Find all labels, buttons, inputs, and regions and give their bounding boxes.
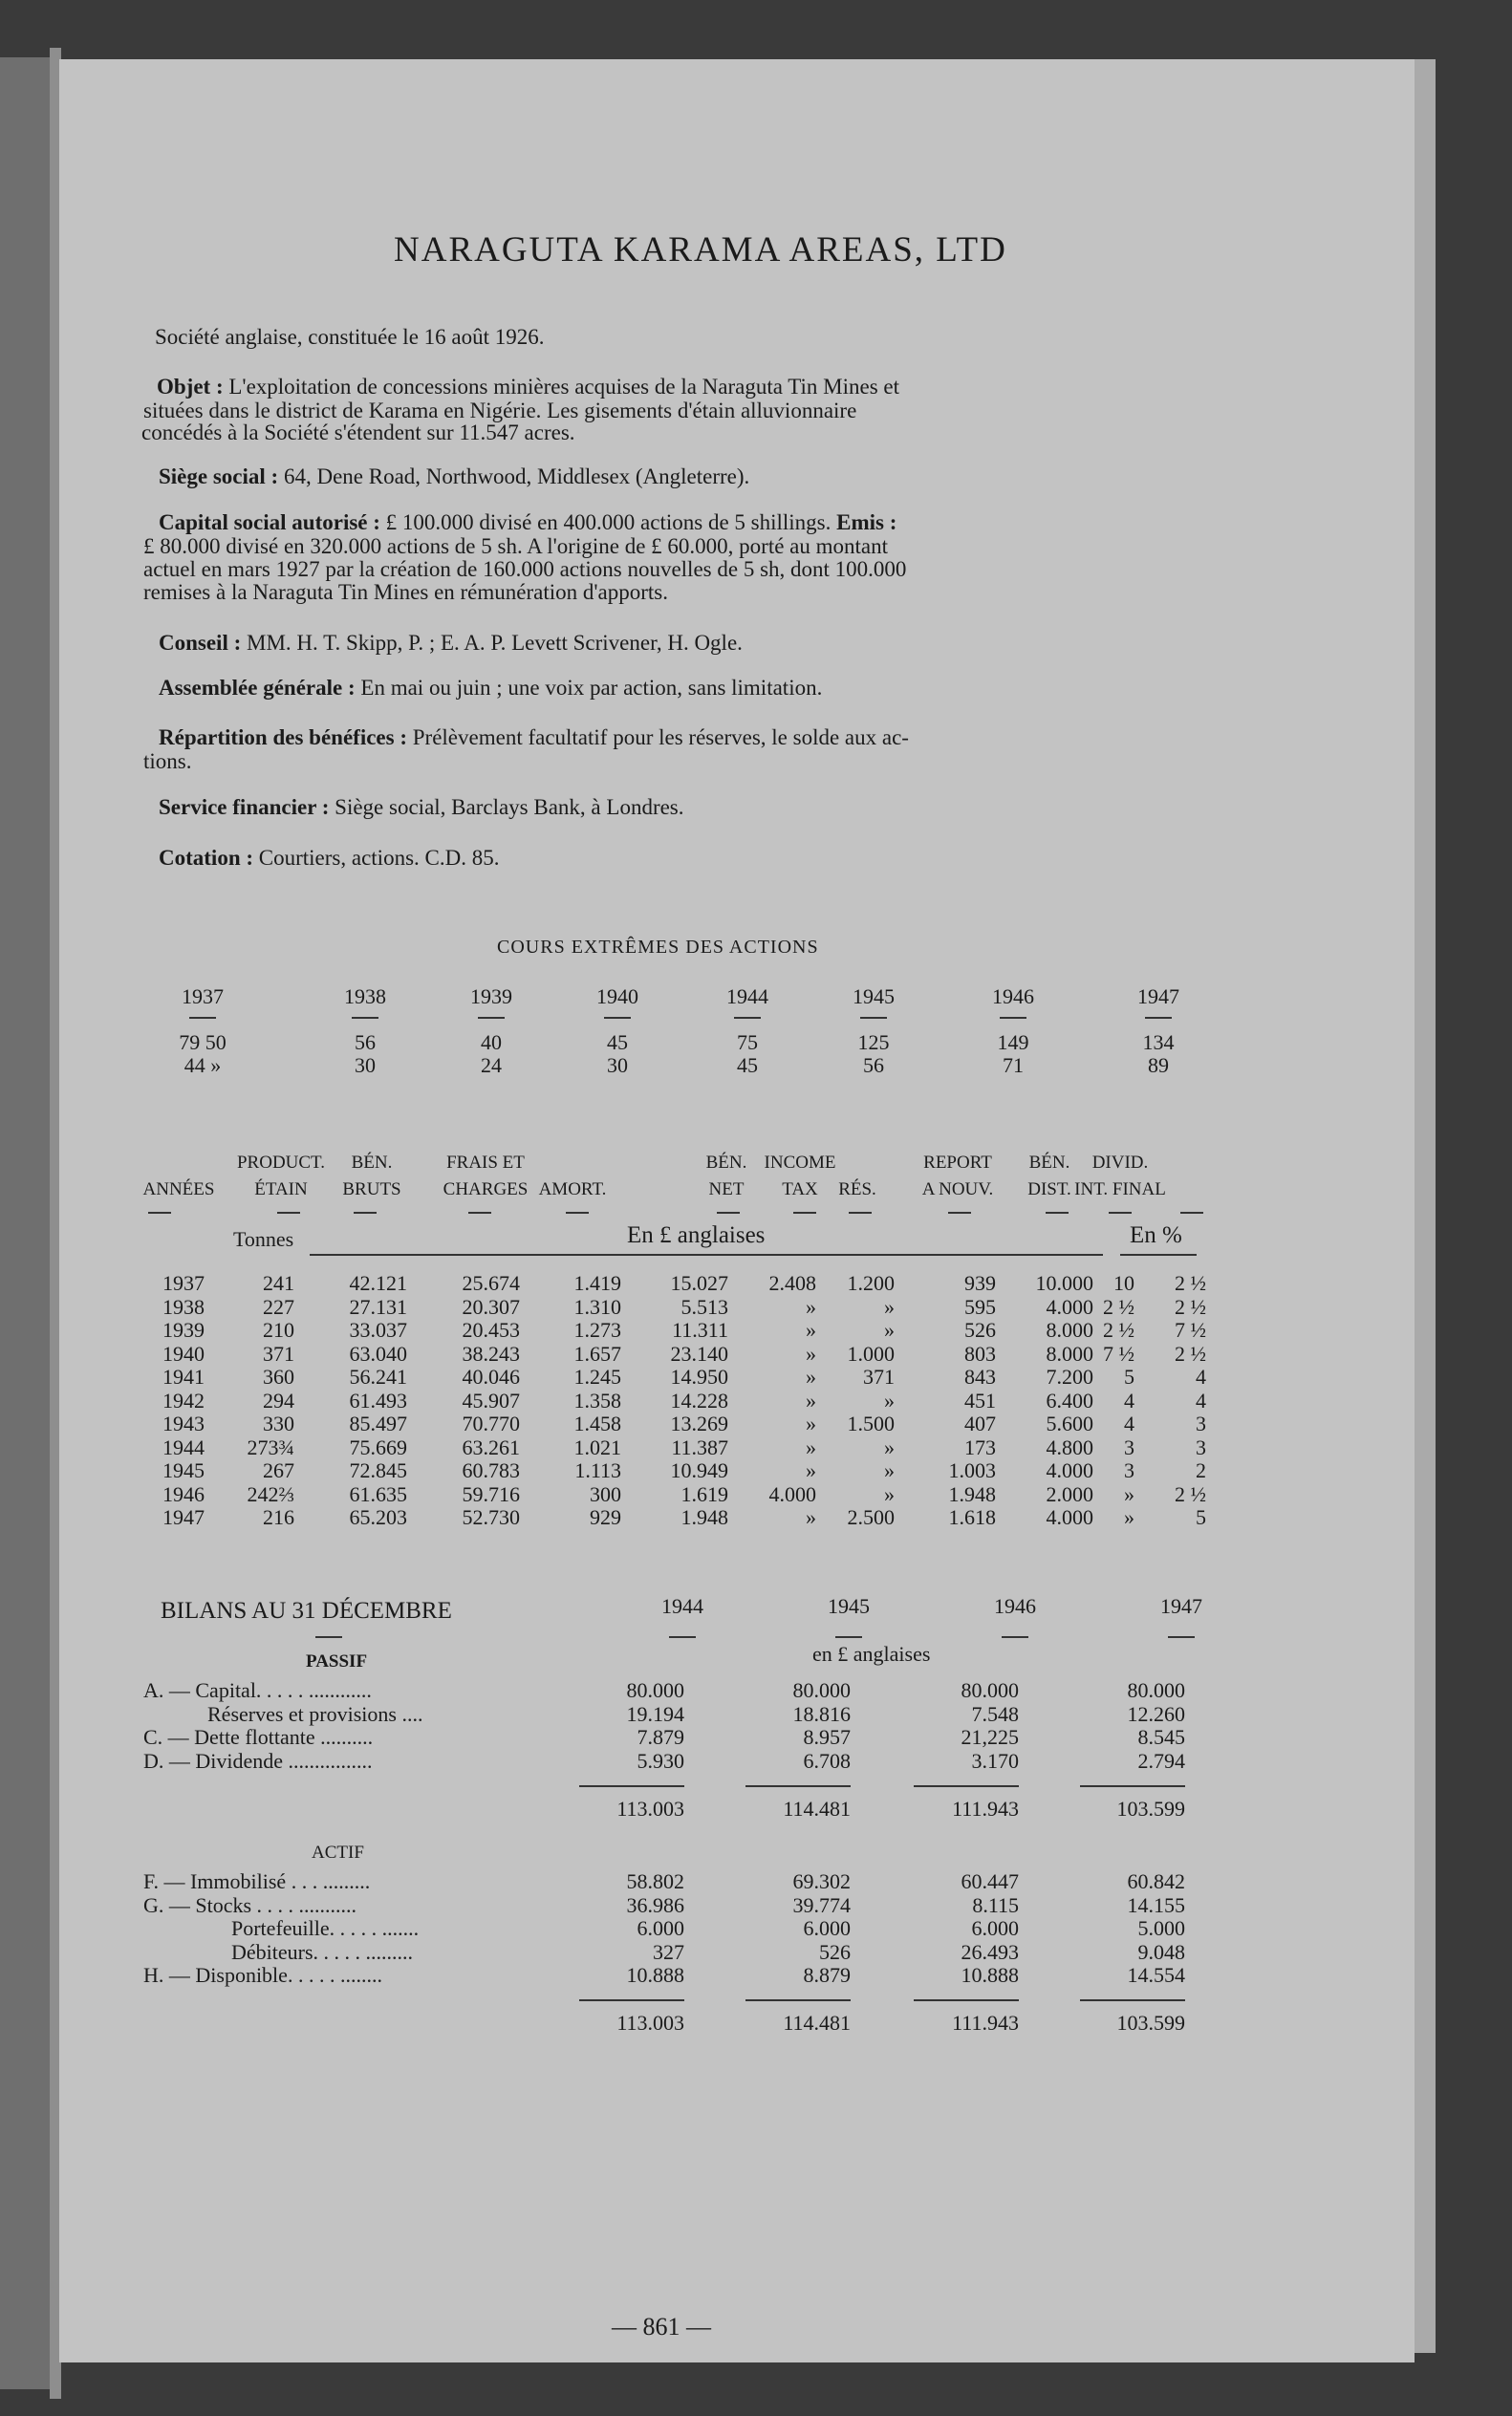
results-cell: 10.949 <box>670 1458 728 1482</box>
results-cell: 210 <box>263 1318 294 1342</box>
results-cell: » <box>806 1365 816 1389</box>
results-cell: » <box>806 1341 816 1366</box>
bilans-dash <box>315 1636 342 1638</box>
results-cell: 85.497 <box>349 1412 407 1435</box>
results-cell: 13.269 <box>670 1412 728 1435</box>
cours-dash <box>734 1017 761 1019</box>
results-cell: 4 <box>1196 1388 1206 1413</box>
bilans-year: 1945 <box>828 1594 870 1618</box>
cours-year: 1939 <box>470 984 512 1008</box>
passif-total: 103.599 <box>1116 1797 1185 1821</box>
results-cell: 267 <box>263 1458 294 1482</box>
results-header-top: BÉN. <box>705 1153 747 1173</box>
results-header-top: PRODUCT. <box>236 1153 326 1173</box>
results-header-top: BÉN. <box>351 1153 393 1173</box>
header-dash <box>1109 1212 1132 1214</box>
results-cell: 63.261 <box>462 1434 520 1459</box>
results-cell: 27.131 <box>349 1294 407 1319</box>
results-cell: 227 <box>263 1294 294 1319</box>
page-number: — 861 — <box>612 2313 711 2340</box>
results-header-top: BÉN. <box>1028 1153 1070 1173</box>
results-cell: 2.408 <box>768 1271 816 1295</box>
results-cell: 1939 <box>162 1318 205 1342</box>
results-cell: 843 <box>964 1365 996 1389</box>
results-header-top: DIVID. <box>1091 1153 1149 1173</box>
actif-label: Débiteurs. . . . . ......... <box>231 1939 414 1964</box>
actif-value: 36.986 <box>626 1892 684 1917</box>
actif-value: 6.000 <box>803 1916 851 1940</box>
results-cell: 61.493 <box>349 1388 407 1413</box>
header-dash <box>277 1212 300 1214</box>
results-cell: 1946 <box>162 1481 205 1506</box>
header-dash <box>354 1212 377 1214</box>
results-cell: 5 <box>1124 1365 1134 1389</box>
cours-dash <box>860 1017 887 1019</box>
cours-year: 1944 <box>726 984 768 1008</box>
results-cell: 2 ½ <box>1103 1294 1134 1319</box>
header-dash <box>1046 1212 1069 1214</box>
capital-line-2: £ 80.000 divisé en 320.000 actions de 5 sh. A l'origine de £ 60.000, porté au montant <box>143 534 889 558</box>
results-header: CHARGES <box>443 1179 529 1199</box>
results-cell: 929 <box>590 1505 621 1529</box>
repartition-line-2: tions. <box>143 749 192 773</box>
total-rule <box>1080 1785 1185 1787</box>
passif-total: 111.943 <box>952 1797 1019 1821</box>
results-cell: 25.674 <box>462 1271 520 1295</box>
passif-value: 8.545 <box>1137 1725 1185 1749</box>
results-cell: 59.716 <box>462 1481 520 1506</box>
passif-value: 80.000 <box>961 1678 1019 1702</box>
passif-value: 21,225 <box>961 1725 1019 1749</box>
results-cell: 1.000 <box>847 1341 895 1366</box>
results-cell: 1941 <box>162 1365 205 1389</box>
results-cell: 294 <box>263 1388 294 1413</box>
results-cell: 8.000 <box>1046 1341 1093 1366</box>
results-cell: 11.387 <box>671 1434 728 1459</box>
results-cell: » <box>1124 1481 1134 1506</box>
results-cell: 1.419 <box>573 1271 621 1295</box>
actif-label: F. — Immobilisé . . . ......... <box>143 1869 371 1893</box>
year-dash <box>835 1636 862 1638</box>
results-cell: 1.113 <box>574 1458 621 1482</box>
cours-year: 1947 <box>1137 984 1179 1008</box>
results-cell: 371 <box>263 1341 294 1366</box>
header-dash <box>468 1212 491 1214</box>
results-cell: 1.948 <box>948 1481 996 1506</box>
results-cell: » <box>884 1481 895 1506</box>
cours-dash <box>1145 1017 1172 1019</box>
results-cell: 8.000 <box>1046 1318 1093 1342</box>
results-cell: 803 <box>964 1341 996 1366</box>
results-cell: 1.948 <box>680 1505 728 1529</box>
results-header: TAX <box>782 1179 818 1199</box>
results-cell: » <box>1124 1505 1134 1529</box>
results-cell: 1.657 <box>573 1341 621 1366</box>
actif-total: 114.481 <box>783 2011 851 2035</box>
results-cell: 3 <box>1124 1434 1134 1459</box>
results-cell: 2 ½ <box>1175 1294 1206 1319</box>
passif-value: 19.194 <box>626 1701 684 1726</box>
results-cell: » <box>806 1505 816 1529</box>
capital-line-3: actuel en mars 1927 par la création de 160.000 actions nouvelles de 5 sh, dont 100.000 <box>143 557 907 581</box>
results-cell: 10.000 <box>1035 1271 1093 1295</box>
cours-low: 44 » <box>184 1053 222 1077</box>
intro-text: Société anglaise, constituée le 16 août 1926. <box>155 325 545 349</box>
results-cell: 63.040 <box>349 1341 407 1366</box>
results-cell: » <box>806 1294 816 1319</box>
total-rule <box>745 1785 851 1787</box>
results-cell: » <box>884 1388 895 1413</box>
cours-year: 1938 <box>344 984 386 1008</box>
results-cell: 72.845 <box>349 1458 407 1482</box>
actif-heading: ACTIF <box>312 1843 364 1863</box>
results-cell: 2.000 <box>1046 1481 1093 1506</box>
year-dash <box>669 1636 696 1638</box>
actif-value: 14.155 <box>1127 1892 1185 1917</box>
results-cell: 5.600 <box>1046 1412 1093 1435</box>
passif-value: 7.548 <box>971 1701 1019 1726</box>
actif-value: 60.447 <box>961 1869 1019 1893</box>
results-cell: 38.243 <box>462 1341 520 1366</box>
year-dash <box>1168 1636 1195 1638</box>
cours-dash <box>352 1017 378 1019</box>
cours-high: 125 <box>857 1030 890 1054</box>
cours-year: 1940 <box>596 984 638 1008</box>
results-header: ÉTAIN <box>254 1179 308 1199</box>
cours-year: 1945 <box>853 984 895 1008</box>
results-cell: 60.783 <box>462 1458 520 1482</box>
results-cell: 2.500 <box>847 1505 895 1529</box>
passif-value: 80.000 <box>1127 1678 1185 1702</box>
results-cell: 3 <box>1124 1458 1134 1482</box>
results-cell: 2 ½ <box>1175 1341 1206 1366</box>
results-cell: 273¾ <box>247 1434 294 1459</box>
left-page-edge <box>0 57 50 2389</box>
actif-value: 69.302 <box>792 1869 851 1893</box>
objet-line-3: concédés à la Société s'étendent sur 11.547 acres. <box>141 421 575 444</box>
results-cell: 1.310 <box>573 1294 621 1319</box>
passif-label: A. — Capital. . . . . ............ <box>143 1678 372 1702</box>
cours-heading: COURS EXTRÊMES DES ACTIONS <box>497 937 819 958</box>
results-cell: 1937 <box>162 1271 205 1295</box>
cours-low: 89 <box>1148 1053 1169 1077</box>
results-cell: » <box>884 1318 895 1342</box>
passif-value: 3.170 <box>971 1748 1019 1773</box>
cours-high: 45 <box>607 1030 628 1054</box>
cotation-line: Cotation : Courtiers, actions. C.D. 85. <box>159 846 500 870</box>
actif-value: 58.802 <box>626 1869 684 1893</box>
actif-value: 6.000 <box>637 1916 684 1940</box>
results-cell: 11.311 <box>672 1318 728 1342</box>
results-cell: » <box>806 1388 816 1413</box>
passif-value: 6.708 <box>803 1748 851 1773</box>
cours-low: 56 <box>863 1053 884 1077</box>
cours-low: 30 <box>607 1053 628 1077</box>
results-cell: » <box>884 1458 895 1482</box>
results-cell: 330 <box>263 1412 294 1435</box>
results-cell: 61.635 <box>349 1481 407 1506</box>
actif-value: 526 <box>819 1939 851 1964</box>
results-header: RÉS. <box>838 1179 876 1199</box>
actif-value: 5.000 <box>1137 1916 1185 1940</box>
results-cell: 4 <box>1124 1412 1134 1435</box>
cours-high: 40 <box>481 1030 502 1054</box>
actif-label: Portefeuille. . . . . ....... <box>231 1916 420 1940</box>
results-cell: » <box>884 1294 895 1319</box>
results-cell: 42.121 <box>349 1271 407 1295</box>
results-cell: 1.003 <box>948 1458 996 1482</box>
total-rule <box>579 1785 684 1787</box>
results-cell: 4 <box>1196 1365 1206 1389</box>
actif-value: 26.493 <box>961 1939 1019 1964</box>
results-cell: 65.203 <box>349 1505 407 1529</box>
cours-dash <box>1000 1017 1026 1019</box>
header-dash <box>948 1212 971 1214</box>
results-cell: 241 <box>263 1271 294 1295</box>
results-cell: 4.000 <box>1046 1505 1093 1529</box>
results-header-top: REPORT <box>923 1153 992 1173</box>
bilans-year: 1947 <box>1160 1594 1202 1618</box>
actif-total: 103.599 <box>1116 2011 1185 2035</box>
results-cell: 1942 <box>162 1388 205 1413</box>
results-cell: 1.619 <box>680 1481 728 1506</box>
results-cell: 23.140 <box>670 1341 728 1366</box>
results-cell: 1.273 <box>573 1318 621 1342</box>
cours-high: 56 <box>355 1030 376 1054</box>
actif-value: 10.888 <box>961 1963 1019 1987</box>
capital-line-4: remises à la Naraguta Tin Mines en rémunération d'apports. <box>143 580 668 604</box>
passif-value: 2.794 <box>1137 1748 1185 1773</box>
results-cell: » <box>806 1434 816 1459</box>
results-cell: 70.770 <box>462 1412 520 1435</box>
passif-total: 114.481 <box>783 1797 851 1821</box>
header-dash <box>717 1212 740 1214</box>
actif-value: 14.554 <box>1127 1963 1185 1987</box>
results-cell: 451 <box>964 1388 996 1413</box>
results-cell: 4.800 <box>1046 1434 1093 1459</box>
results-cell: 1.618 <box>948 1505 996 1529</box>
passif-value: 7.879 <box>637 1725 684 1749</box>
total-rule <box>914 1999 1019 2001</box>
results-header: ANNÉES <box>142 1179 215 1199</box>
actif-value: 8.879 <box>803 1963 851 1987</box>
results-cell: 526 <box>964 1318 996 1342</box>
document-page <box>59 59 1415 2362</box>
results-header: BRUTS <box>342 1179 401 1199</box>
results-cell: 173 <box>964 1434 996 1459</box>
total-rule <box>1080 1999 1185 2001</box>
results-cell: 3 <box>1196 1412 1206 1435</box>
results-cell: 1.500 <box>847 1412 895 1435</box>
results-cell: 7 ½ <box>1175 1318 1206 1342</box>
siege-line: Siège social : 64, Dene Road, Northwood, Middlesex (Angleterre). <box>159 464 750 488</box>
total-rule <box>914 1785 1019 1787</box>
results-cell: 4.000 <box>768 1481 816 1506</box>
actif-value: 60.842 <box>1127 1869 1185 1893</box>
header-dash <box>1180 1212 1203 1214</box>
results-cell: 1945 <box>162 1458 205 1482</box>
cours-high: 134 <box>1142 1030 1175 1054</box>
results-cell: 14.228 <box>670 1388 728 1413</box>
actif-total: 111.943 <box>952 2011 1019 2035</box>
actif-value: 39.774 <box>792 1892 851 1917</box>
results-cell: 2 ½ <box>1175 1481 1206 1506</box>
cours-high: 149 <box>997 1030 1029 1054</box>
actif-value: 10.888 <box>626 1963 684 1987</box>
actif-value: 9.048 <box>1137 1939 1185 1964</box>
results-cell: 1940 <box>162 1341 205 1366</box>
cours-year: 1946 <box>992 984 1034 1008</box>
results-cell: 6.400 <box>1046 1388 1093 1413</box>
repartition-line-1: Répartition des bénéfices : Prélèvement facultatif pour les réserves, le solde aux ac- <box>159 725 909 749</box>
bilans-year: 1944 <box>661 1594 703 1618</box>
cours-dash <box>604 1017 631 1019</box>
results-cell: 4.000 <box>1046 1458 1093 1482</box>
header-dash <box>566 1212 589 1214</box>
results-cell: » <box>806 1318 816 1342</box>
objet-label: Objet : <box>157 375 224 399</box>
results-header-top: FRAIS ET <box>446 1153 525 1173</box>
results-cell: » <box>806 1412 816 1435</box>
results-cell: 2 <box>1196 1458 1206 1482</box>
total-rule <box>579 1999 684 2001</box>
actif-label: H. — Disponible. . . . . ........ <box>143 1963 382 1987</box>
results-cell: 52.730 <box>462 1505 520 1529</box>
conseil-line: Conseil : MM. H. T. Skipp, P. ; E. A. P. Levett Scrivener, H. Ogle. <box>159 631 743 655</box>
bilans-heading: BILANS AU 31 DÉCEMBRE <box>161 1598 452 1624</box>
cours-high: 75 <box>737 1030 758 1054</box>
actif-value: 327 <box>653 1939 684 1964</box>
actif-value: 6.000 <box>971 1916 1019 1940</box>
results-cell: 1944 <box>162 1434 205 1459</box>
header-dash <box>148 1212 171 1214</box>
results-cell: 1.358 <box>573 1388 621 1413</box>
results-cell: 216 <box>263 1505 294 1529</box>
unit-percent: En % <box>1130 1222 1182 1248</box>
results-cell: 10 <box>1113 1271 1134 1295</box>
results-cell: 20.307 <box>462 1294 520 1319</box>
results-cell: 75.669 <box>349 1434 407 1459</box>
unit-tonnes: Tonnes <box>233 1227 294 1251</box>
results-cell: 45.907 <box>462 1388 520 1413</box>
assemblee-line: Assemblée générale : En mai ou juin ; une voix par action, sans limitation. <box>159 676 823 700</box>
results-header: INT. FINAL <box>1074 1179 1166 1199</box>
results-cell: 1.200 <box>847 1271 895 1295</box>
objet-line-2: situées dans le district de Karama en Nigérie. Les gisements d'étain alluvionnaire <box>143 399 857 422</box>
results-cell: 7 ½ <box>1103 1341 1134 1366</box>
cours-dash <box>478 1017 505 1019</box>
results-header: NET <box>708 1179 745 1199</box>
results-cell: 5 <box>1196 1505 1206 1529</box>
results-header: A NOUV. <box>921 1179 994 1199</box>
capital-line-1: Capital social autorisé : £ 100.000 divisé en 400.000 actions de 5 shillings. Emis : <box>159 510 897 534</box>
objet-line-1: Objet : L'exploitation de concessions minières acquises de la Naraguta Tin Mines et <box>157 375 900 399</box>
results-cell: 1938 <box>162 1294 205 1319</box>
results-cell: 2 ½ <box>1103 1318 1134 1342</box>
results-cell: 1943 <box>162 1412 205 1435</box>
results-cell: 360 <box>263 1365 294 1389</box>
passif-value: 18.816 <box>792 1701 851 1726</box>
percent-rule <box>1120 1254 1197 1256</box>
passif-label: Réserves et provisions .... <box>207 1701 423 1726</box>
header-dash <box>849 1212 872 1214</box>
year-dash <box>1002 1636 1028 1638</box>
results-header: AMORT. <box>538 1179 607 1199</box>
results-cell: 15.027 <box>670 1271 728 1295</box>
results-header-top: INCOME <box>764 1153 836 1173</box>
results-cell: 3 <box>1196 1434 1206 1459</box>
cours-low: 30 <box>355 1053 376 1077</box>
results-cell: 939 <box>964 1271 996 1295</box>
results-cell: 300 <box>590 1481 621 1506</box>
results-cell: 4.000 <box>1046 1294 1093 1319</box>
cours-low: 24 <box>481 1053 502 1077</box>
cours-low: 71 <box>1003 1053 1024 1077</box>
results-cell: 2 ½ <box>1175 1271 1206 1295</box>
bilans-unit: en £ anglaises <box>812 1642 931 1666</box>
results-cell: 56.241 <box>349 1365 407 1389</box>
passif-value: 8.957 <box>803 1725 851 1749</box>
results-cell: 1.458 <box>573 1412 621 1435</box>
total-rule <box>745 1999 851 2001</box>
service-line: Service financier : Siège social, Barclays Bank, à Londres. <box>159 795 684 819</box>
header-dash <box>793 1212 816 1214</box>
passif-total: 113.003 <box>616 1797 684 1821</box>
actif-label: G. — Stocks . . . . ........... <box>143 1892 357 1917</box>
passif-label: D. — Dividende ................ <box>143 1748 373 1773</box>
actif-total: 113.003 <box>616 2011 684 2035</box>
results-cell: 14.950 <box>670 1365 728 1389</box>
results-cell: 595 <box>964 1294 996 1319</box>
passif-value: 5.930 <box>637 1748 684 1773</box>
cours-low: 45 <box>737 1053 758 1077</box>
results-cell: 371 <box>863 1365 895 1389</box>
results-cell: 407 <box>964 1412 996 1435</box>
passif-value: 12.260 <box>1127 1701 1185 1726</box>
results-cell: 33.037 <box>349 1318 407 1342</box>
results-cell: 40.046 <box>462 1365 520 1389</box>
passif-heading: PASSIF <box>306 1651 368 1672</box>
cours-year: 1937 <box>182 984 224 1008</box>
currency-brace-line <box>310 1254 1103 1256</box>
passif-label: C. — Dette flottante .......... <box>143 1725 374 1749</box>
results-cell: 1.021 <box>573 1434 621 1459</box>
results-cell: 5.513 <box>680 1294 728 1319</box>
cours-high: 79 50 <box>179 1030 227 1054</box>
results-cell: 7.200 <box>1046 1365 1093 1389</box>
actif-value: 8.115 <box>972 1892 1019 1917</box>
results-cell: 1.245 <box>573 1365 621 1389</box>
results-cell: » <box>806 1458 816 1482</box>
results-cell: 1947 <box>162 1505 205 1529</box>
unit-currency: En £ anglaises <box>627 1222 766 1248</box>
bilans-year: 1946 <box>994 1594 1036 1618</box>
results-cell: 4 <box>1124 1388 1134 1413</box>
page-title: NARAGUTA KARAMA AREAS, LTD <box>394 230 1007 270</box>
results-cell: 242⅔ <box>247 1481 294 1506</box>
results-cell: 20.453 <box>462 1318 520 1342</box>
results-header: DIST. <box>1027 1179 1071 1199</box>
passif-value: 80.000 <box>626 1678 684 1702</box>
cours-dash <box>189 1017 216 1019</box>
passif-value: 80.000 <box>792 1678 851 1702</box>
results-cell: » <box>884 1434 895 1459</box>
